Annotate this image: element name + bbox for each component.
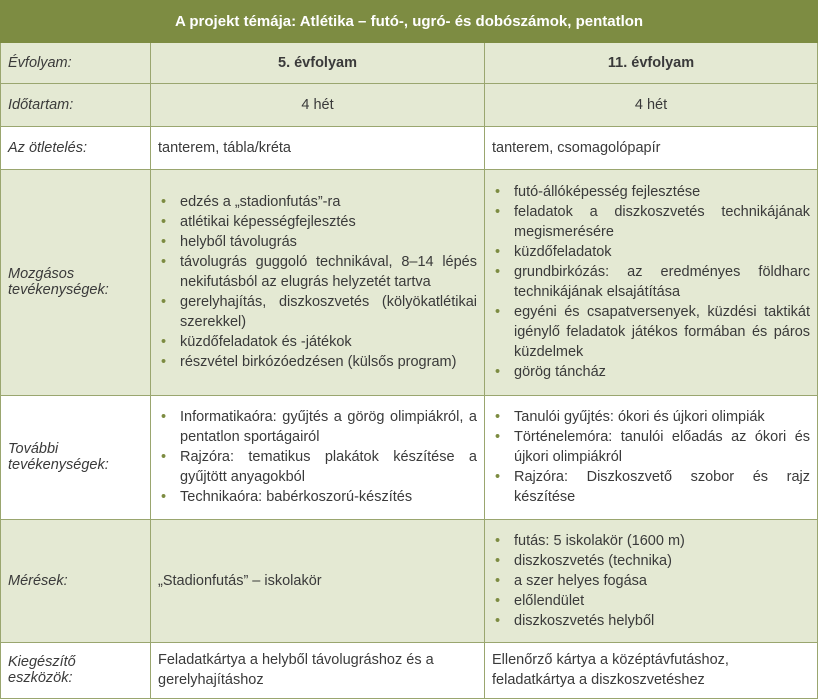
row-label-duration: Időtartam: [1,84,151,127]
list-item: • egyéni és csapatversenyek, küzdési taktikát igénylő feladatok játékos formában és páros küzdelmek [492,302,810,362]
list-item: • görög táncház [492,362,810,382]
row-label-grade: Évfolyam: [1,42,151,84]
measurements-col1: „Stadionfutás” – iskolakör [151,519,485,642]
list-item: • diszkoszvetés helyből [492,611,810,631]
list-item: • részvétel birkózóedzésen (külsős program) [158,352,477,372]
list-item: • előlendület [492,591,810,611]
list-item: • futás: 5 iskolakör (1600 m) [492,531,810,551]
further-col1 [151,395,485,519]
ideation-col2: tanterem, csomagolópapír [485,127,818,170]
list-item: • diszkoszvetés (technika) [492,551,810,571]
table-title: A projekt témája: Atlétika – futó-, ugró- és dobószámok, pentatlon [1,1,818,43]
row-label-tools: Kiegészítő eszközök: [1,642,151,698]
list-item: • feladatok a diszkoszvetés technikájának megismerésére [492,202,810,242]
list-item: • Rajzóra: tematikus plakátok készítése a gyűjtött anyagokból [158,447,477,487]
ideation-col1: tanterem, tábla/kréta [151,127,485,170]
further-list-col1 [158,407,477,507]
row-label-measurements: Mérések: [1,519,151,642]
list-item: • Tanulói gyűjtés: ókori és újkori olimpiák [492,407,810,427]
list-item: • futó-állóképesség fejlesztése [492,182,810,202]
row-label-movement: Mozgásos tevékenységek: [1,169,151,395]
list-item: • Technikaóra: babérkoszorú-készítés [158,487,477,507]
list-item: • Informatikaóra: gyűjtés a görög olimpiákról, a pentatlon sportágairól [158,407,477,447]
measurements-list-col2 [492,531,810,631]
list-item: • Rajzóra: Diszkoszvető szobor és rajz készítése [492,467,810,507]
row-label-further: További tevékenységek: [1,395,151,519]
row-label-ideation: Az ötletelés: [1,127,151,170]
tools-col1: Feladatkártya a helyből távolugráshoz és a gerelyhajításhoz [151,642,485,698]
list-item: • Történelemóra: tanulói előadás az ókori és újkori olimpiákról [492,427,810,467]
list-item: • távolugrás guggoló technikával, 8–14 lépés nekifutásból az elugrás helyzetét tartva [158,252,477,292]
further-list-col2 [492,407,810,507]
list-item: • helyből távolugrás [158,232,477,252]
grade-col2: 11. évfolyam [485,42,818,84]
duration-col2: 4 hét [485,84,818,127]
list-item: • edzés a „stadionfutás”-ra [158,192,477,212]
movement-list-col1 [158,192,477,372]
movement-col2 [485,169,818,395]
list-item: • küzdőfeladatok [492,242,810,262]
measurements-col2 [485,519,818,642]
movement-list-col2 [492,182,810,382]
list-item: • gerelyhajítás, diszkoszvetés (kölyökatlétikai szerekkel) [158,292,477,332]
grade-col1: 5. évfolyam [151,42,485,84]
list-item: • küzdőfeladatok és -játékok [158,332,477,352]
duration-col1: 4 hét [151,84,485,127]
tools-col2: Ellenőrző kártya a középtávfutáshoz, feladatkártya a diszkoszvetéshez [485,642,818,698]
list-item: • grundbirkózás: az eredményes földharc technikájának elsajátítása [492,262,810,302]
further-col2 [485,395,818,519]
list-item: • a szer helyes fogása [492,571,810,591]
movement-col1 [151,169,485,395]
list-item: • atlétikai képességfejlesztés [158,212,477,232]
